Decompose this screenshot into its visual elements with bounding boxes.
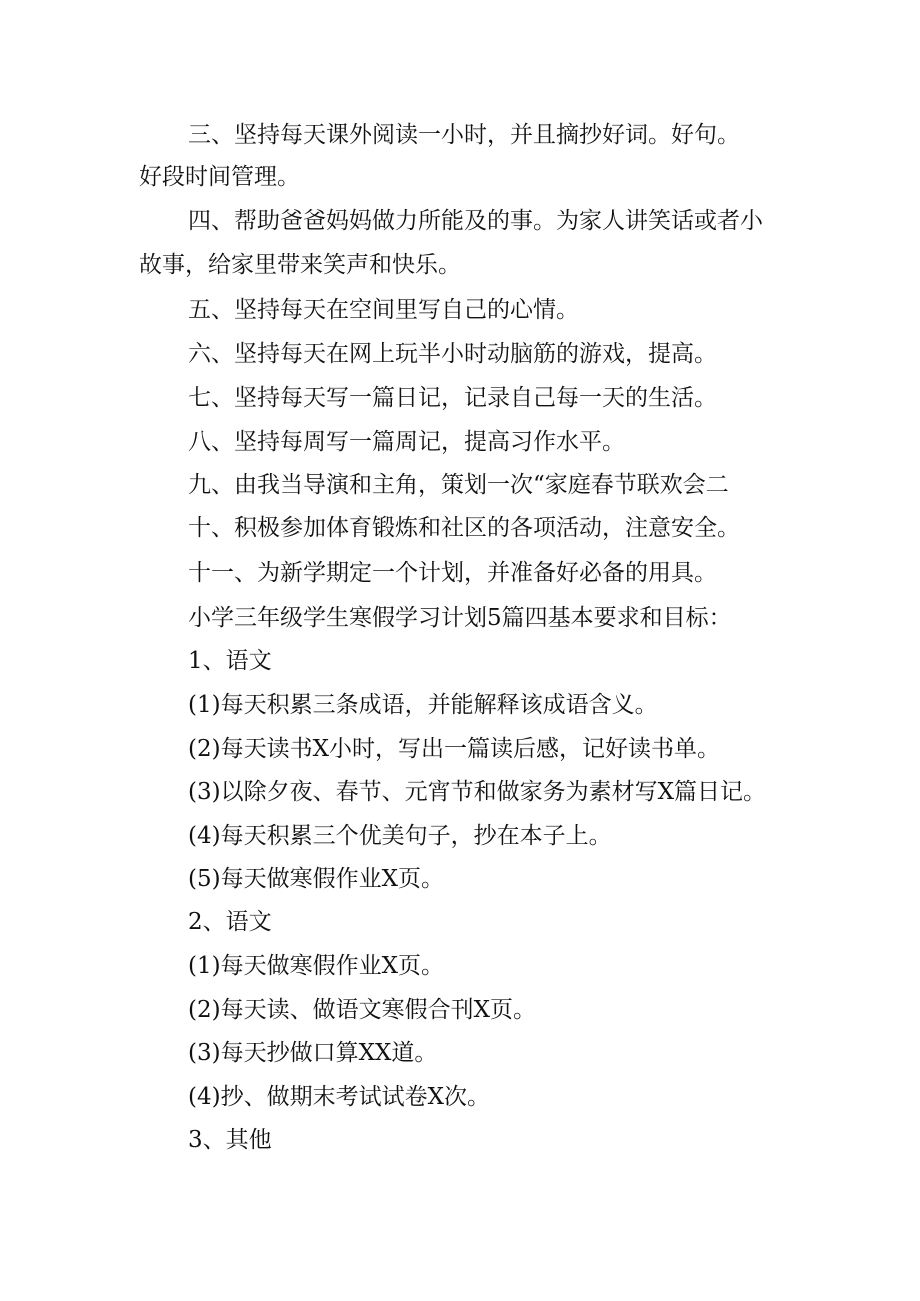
second-section-item-3: (3)每天抄做口算XX道。 <box>188 1040 438 1066</box>
item-five-mood-writing: 五、坚持每天在空间里写自己的心情。 <box>188 297 579 323</box>
item-nine-family-gala: 九、由我当导演和主角，策划一次“家庭春节联欢会二 <box>188 472 729 498</box>
item-eleven-new-semester-plan: 十一、为新学期定一个计划，并准备好必备的用具。 <box>188 560 717 586</box>
item-seven-daily-diary: 七、坚持每天写一篇日记，记录自己每一天的生活。 <box>188 385 717 411</box>
item-six-brain-games: 六、坚持每天在网上玩半小时动脑筋的游戏，提高。 <box>188 341 717 367</box>
item-three-reading-continued: 好段时间管理。 <box>139 164 300 190</box>
item-ten-sports-activities: 十、积极参加体育锻炼和社区的各项活动，注意安全。 <box>188 515 740 541</box>
chinese-item-4: (4)每天积累三个优美句子，抄在本子上。 <box>188 823 612 849</box>
subsection-heading-other: 3、其他 <box>188 1127 272 1153</box>
chinese-item-3: (3)以除夕夜、春节、元宵节和做家务为素材写X篇日记。 <box>188 779 766 805</box>
item-four-helping-parents: 四、帮助爸爸妈妈做力所能及的事。为家人讲笑话或者小 <box>188 208 763 234</box>
subsection-heading-second-chinese: 2、语文 <box>188 909 272 935</box>
chinese-item-5: (5)每天做寒假作业X页。 <box>188 866 444 892</box>
chinese-item-1: (1)每天积累三条成语，并能解释该成语含义。 <box>188 692 658 718</box>
subsection-heading-chinese: 1、语文 <box>188 648 272 674</box>
item-eight-weekly-journal: 八、坚持每周写一篇周记，提高习作水平。 <box>188 429 625 455</box>
second-section-item-4: (4)抄、做期末考试试卷X次。 <box>188 1084 490 1110</box>
item-four-helping-parents-continued: 故事，给家里带来笑声和快乐。 <box>139 252 461 278</box>
item-three-reading: 三、坚持每天课外阅读一小时，并且摘抄好词。好句。 <box>188 122 740 148</box>
section-heading-requirements: 小学三年级学生寒假学习计划5篇四基本要求和目标： <box>188 605 732 631</box>
chinese-item-2: (2)每天读书X小时，写出一篇读后感，记好读书单。 <box>188 736 720 762</box>
second-section-item-1: (1)每天做寒假作业X页。 <box>188 953 444 979</box>
second-section-item-2: (2)每天读、做语文寒假合刊X页。 <box>188 997 536 1023</box>
